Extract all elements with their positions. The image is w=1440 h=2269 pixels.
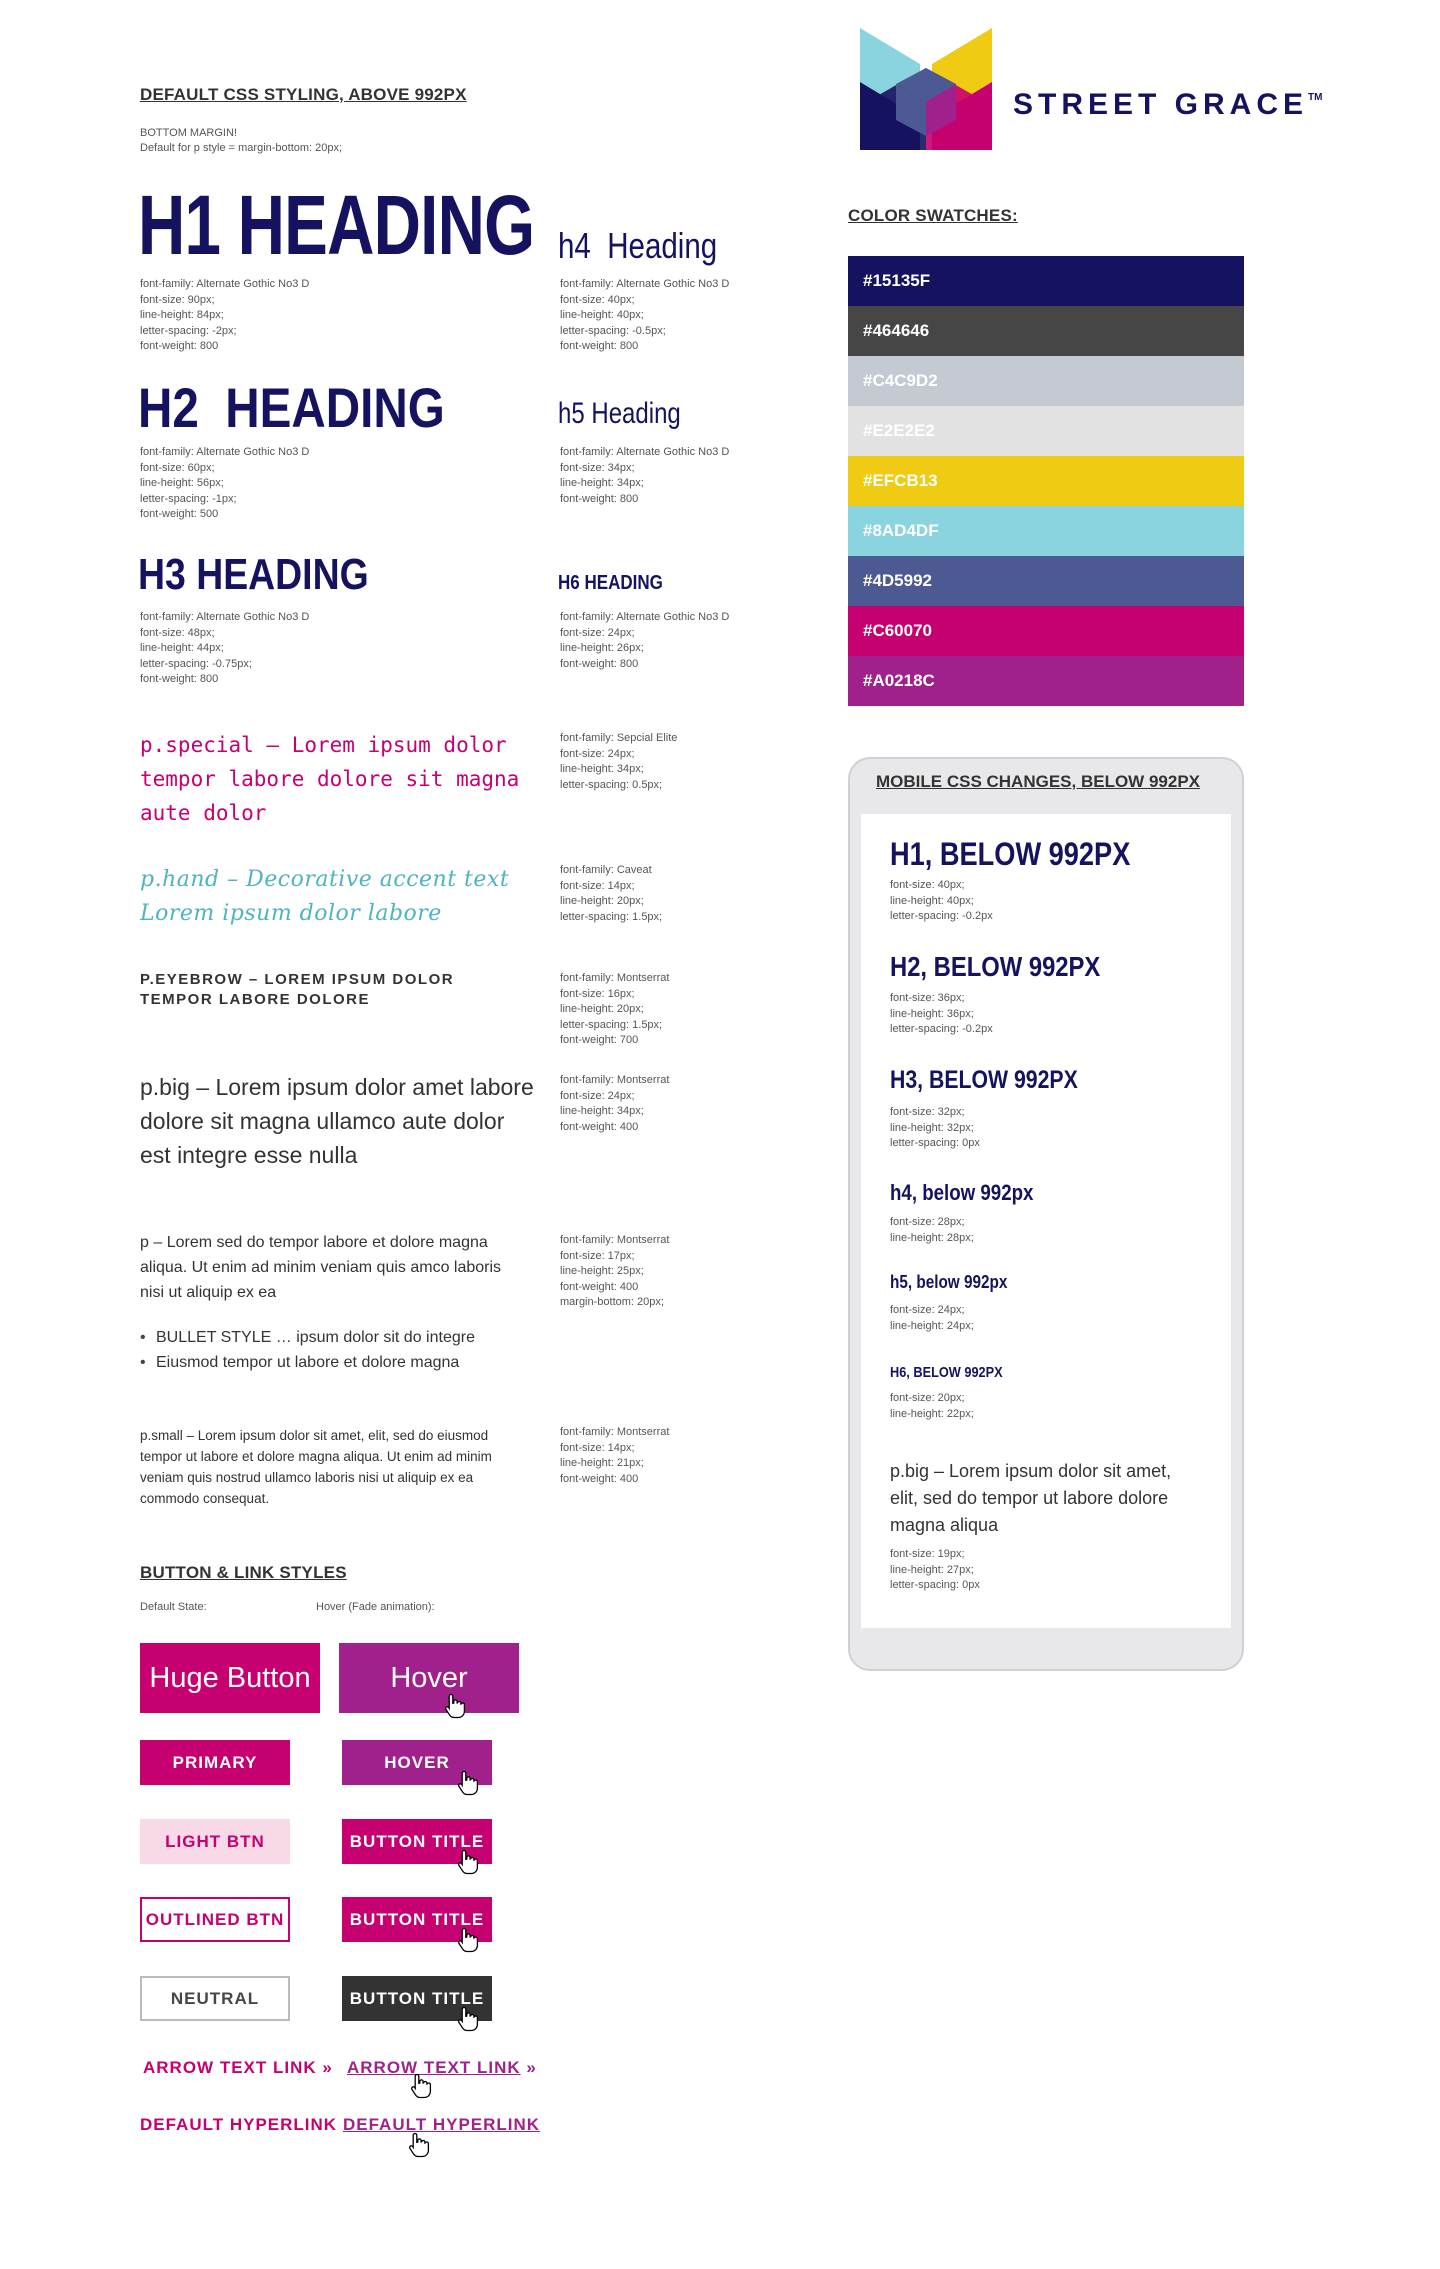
p-special-spec: font-family: Sepcial Elite font-size: 24px; line-height: 34px; letter-spacing: 0.5px;: [560, 732, 678, 791]
arrow-link-hover-label: ARROW TEXT LINK: [347, 2058, 521, 2077]
h5-spec: font-family: Alternate Gothic No3 D font-size: 34px; line-height: 34px; font-weight: 800: [560, 446, 730, 505]
color-swatch: #464646: [848, 306, 1244, 356]
arrow-text-link[interactable]: [143, 2058, 333, 2078]
mobile-h2-sample: H2, BELOW 992PX: [890, 951, 1101, 982]
neutral-button[interactable]: NEUTRAL: [140, 1976, 290, 2021]
bullet-list: [140, 1325, 475, 1375]
huge-button-hover[interactable]: Hover: [339, 1643, 519, 1713]
h5-sample: h5 Heading: [558, 397, 681, 430]
bullet-item: • Eiusmod tempor ut labore et dolore magna: [140, 1350, 475, 1375]
p-special-sample: p.special — Lorem ipsum dolor tempor labore dolore sit magna aute dolor: [140, 733, 520, 825]
h6-sample: H6 HEADING: [558, 572, 663, 594]
p-hand-line2: Lorem ipsum dolor labore: [140, 901, 442, 926]
h2-spec: font-family: Alternate Gothic No3 D font-size: 60px; line-height: 56px; letter-spacing: -1px; font-weight: 500: [140, 446, 310, 520]
default-hyperlink[interactable]: DEFAULT HYPERLINK: [140, 2115, 338, 2134]
color-swatch: #EFCB13: [848, 456, 1244, 506]
page-title: DEFAULT CSS STYLING, ABOVE 992PX: [140, 85, 467, 104]
neutral-button-hover[interactable]: BUTTON TITLE: [342, 1976, 492, 2021]
hand-cursor-icon: [457, 2006, 479, 2032]
mobile-pbig-spec: font-size: 19px; line-height: 27px; letter-spacing: 0px: [890, 1548, 980, 1591]
p-small-sample: p.small – Lorem ipsum dolor sit amet, elit, sed do eiusmod tempor ut labore et dolore magna aliqua. Ut enim ad minim veniam quis nostrud ullamco laboris nisi ut aliquip ex ea commodo consequat.: [140, 1428, 492, 1506]
color-swatch: #C60070: [848, 606, 1244, 656]
p-big-sample: p.big – Lorem ipsum dolor amet labore dolore sit magna ullamco aute dolor est integre esse nulla: [140, 1074, 534, 1168]
mobile-h1-sample: H1, BELOW 992PX: [890, 836, 1131, 872]
arrow-link-label: ARROW TEXT LINK: [143, 2058, 317, 2077]
logo-text: STREET GRACE: [1013, 88, 1309, 121]
hover-state-label: Hover (Fade animation):: [316, 1601, 435, 1613]
h2-sample: H2 HEADING: [138, 376, 445, 439]
hand-cursor-icon: [457, 1849, 479, 1875]
primary-button[interactable]: PRIMARY: [140, 1740, 290, 1785]
mobile-h2-spec: font-size: 36px; line-height: 36px; letter-spacing: -0.2px: [890, 992, 993, 1035]
mobile-h3-spec: font-size: 32px; line-height: 32px; letter-spacing: 0px: [890, 1106, 980, 1149]
bullet-item: • BULLET STYLE … ipsum dolor sit do integre: [140, 1325, 475, 1350]
hand-cursor-icon: [408, 2132, 430, 2158]
light-button[interactable]: LIGHT BTN: [140, 1819, 290, 1864]
mobile-h6-spec: font-size: 20px; line-height: 22px;: [890, 1392, 974, 1420]
mobile-panel-title: MOBILE CSS CHANGES, BELOW 992PX: [876, 772, 1200, 791]
color-swatches-title: COLOR SWATCHES:: [848, 206, 1018, 225]
mobile-h3-sample: H3, BELOW 992PX: [890, 1066, 1078, 1094]
mobile-pbig-sample: p.big – Lorem ipsum dolor sit amet, elit, sed do tempor ut labore dolore magna aliqua: [890, 1461, 1172, 1535]
p-big-spec: font-family: Montserrat font-size: 24px; line-height: 34px; font-weight: 400: [560, 1074, 670, 1133]
p-hand-sample: [140, 863, 509, 931]
hand-cursor-icon: [457, 1770, 479, 1796]
huge-button[interactable]: Huge Button: [140, 1643, 320, 1713]
buttons-section-title: BUTTON & LINK STYLES: [140, 1563, 347, 1582]
p-hand-line1: p.hand – Decorative accent text: [140, 867, 510, 892]
h1-spec: font-family: Alternate Gothic No3 D font-size: 90px; line-height: 84px; letter-spacing: -2px; font-weight: 800: [140, 278, 310, 352]
arrow-text-link-hover[interactable]: [347, 2058, 537, 2078]
mobile-h4-sample: h4, below 992px: [890, 1180, 1034, 1205]
color-swatch: #A0218C: [848, 656, 1244, 706]
h4-spec: font-family: Alternate Gothic No3 D font-size: 40px; line-height: 40px; letter-spacing: -0.5px; font-weight: 800: [560, 278, 730, 352]
default-hyperlink-hover[interactable]: DEFAULT HYPERLINK: [343, 2115, 541, 2134]
h1-sample: H1 HEADING: [138, 178, 535, 272]
mobile-h5-spec: font-size: 24px; line-height: 24px;: [890, 1304, 974, 1332]
outlined-button-hover[interactable]: BUTTON TITLE: [342, 1897, 492, 1942]
color-swatch: #4D5992: [848, 556, 1244, 606]
bottom-margin-note-detail: Default for p style = margin-bottom: 20px;: [140, 142, 343, 154]
color-swatch: #15135F: [848, 256, 1244, 306]
outlined-button[interactable]: OUTLINED BTN: [140, 1897, 290, 1942]
p-hand-spec: font-family: Caveat font-size: 14px; line-height: 20px; letter-spacing: 1.5px;: [560, 864, 663, 923]
p-eyebrow-spec: font-family: Montserrat font-size: 16px; line-height: 20px; letter-spacing: 1.5px; font-weight: 700: [560, 972, 670, 1046]
h3-spec: font-family: Alternate Gothic No3 D font-size: 48px; line-height: 44px; letter-spacing: -0.75px; font-weight: 800: [140, 611, 310, 685]
color-swatch: #E2E2E2: [848, 406, 1244, 456]
p-small-spec: font-family: Montserrat font-size: 14px; line-height: 21px; font-weight: 400: [560, 1426, 670, 1485]
p-sample: p – Lorem sed do tempor labore et dolore magna aliqua. Ut enim ad minim veniam quis amco laboris nisi ut aliquip ex ea: [140, 1234, 502, 1301]
color-swatch: #C4C9D2: [848, 356, 1244, 406]
bottom-margin-note: BOTTOM MARGIN!: [140, 127, 237, 139]
primary-button-hover[interactable]: HOVER: [342, 1740, 492, 1785]
double-arrow-icon: »: [322, 2058, 333, 2077]
h6-spec: font-family: Alternate Gothic No3 D font-size: 24px; line-height: 26px; font-weight: 800: [560, 611, 730, 670]
p-eyebrow-sample: P.EYEBROW – LOREM IPSUM DOLOR TEMPOR LABORE DOLORE: [140, 971, 455, 1008]
trademark-mark: TM: [1308, 92, 1323, 103]
double-arrow-icon: »: [526, 2058, 537, 2077]
mobile-h4-spec: font-size: 28px; line-height: 28px;: [890, 1216, 974, 1244]
street-grace-logo-icon: [860, 28, 992, 150]
mobile-h6-sample: H6, BELOW 992PX: [890, 1364, 1003, 1381]
logo-wordmark: [1013, 88, 1322, 122]
light-button-hover[interactable]: BUTTON TITLE: [342, 1819, 492, 1864]
hand-cursor-icon: [410, 2073, 432, 2099]
hand-cursor-icon: [457, 1927, 479, 1953]
p-spec: font-family: Montserrat font-size: 17px; line-height: 25px; font-weight: 400 margin-bottom: 20px;: [560, 1234, 670, 1308]
color-swatch: #8AD4DF: [848, 506, 1244, 556]
h3-sample: H3 HEADING: [138, 550, 369, 599]
mobile-h5-sample: h5, below 992px: [890, 1272, 1008, 1292]
default-state-label: Default State:: [140, 1601, 207, 1613]
hand-cursor-icon: [444, 1693, 466, 1719]
mobile-h1-spec: font-size: 40px; line-height: 40px; letter-spacing: -0.2px: [890, 879, 993, 922]
h4-sample: h4 Heading: [558, 225, 718, 266]
